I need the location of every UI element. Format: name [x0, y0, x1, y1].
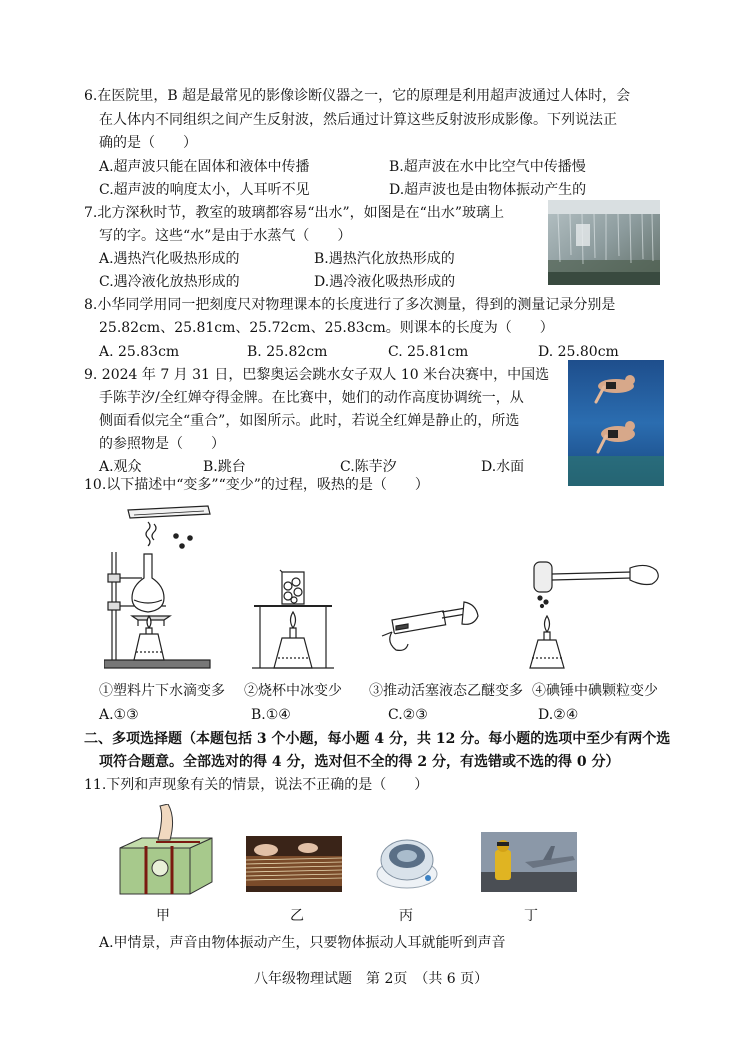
q9-stem-line3: 侧面看似完全“重合”，如图所示。此时，若说全红婵是静止的，所选 — [99, 413, 520, 429]
q8-option-b: B. 25.82cm — [247, 344, 328, 360]
q9-stem-line4: 的参照物是（ ） — [99, 436, 225, 452]
q6-option-b: B.超声波在水中比空气中传播慢 — [389, 159, 586, 175]
q11-figure-jia-rubber-band-box — [116, 804, 214, 896]
q11-label-jia: 甲 — [156, 908, 170, 924]
q10-stem-line1: 10.以下描述中“变多”“变少”的过程，吸热的是（ ） — [84, 477, 429, 493]
section2-heading-line1: 二、多项选择题（本题包括 3 个小题，每小题 4 分，共 12 分。每小题的选项中至少有两个选 — [84, 731, 671, 747]
q10-caption-1: ①塑料片下水滴变多 — [99, 683, 225, 699]
q10-option-d: D.②④ — [538, 707, 579, 723]
q11-label-bing: 丙 — [399, 908, 413, 924]
q8-option-d: D. 25.80cm — [538, 344, 619, 360]
q10-option-b: B.①④ — [251, 707, 291, 723]
q6-option-c: C.超声波的响度太小，人耳听不见 — [99, 182, 310, 198]
q7-option-b: B.遇热汽化放热形成的 — [314, 251, 455, 267]
q7-stem-line2: 写的字。这些“水”是由于水蒸气（ ） — [99, 228, 352, 244]
q9-stem-line2: 手陈芋汐/全红婵夺得金牌。在比赛中，她们的动作高度协调统一，从 — [99, 390, 524, 406]
q10-option-a: A.①③ — [99, 707, 139, 723]
q8-option-c: C. 25.81cm — [388, 344, 469, 360]
q9-option-c: C.陈芋汐 — [340, 459, 397, 475]
q6-stem-line1: 6.在医院里，B 超是最常见的影像诊断仪器之一，它的原理是利用超声波通过人体时，会 — [84, 88, 631, 104]
q6-option-a: A.超声波只能在固体和液体中传播 — [99, 159, 310, 175]
q9-option-d: D.水面 — [481, 459, 525, 475]
q10-figure-1-apparatus — [104, 502, 214, 670]
q7-option-c: C.遇冷液化放热形成的 — [99, 274, 240, 290]
synchronized-divers-photo — [568, 360, 664, 486]
q10-figure-3-syringe — [378, 596, 482, 656]
q10-caption-4: ④碘锤中碘颗粒变少 — [532, 683, 658, 699]
q11-label-yi: 乙 — [290, 908, 304, 924]
q9-option-a: A.观众 — [99, 459, 142, 475]
q6-stem-line3: 确的是（ ） — [99, 135, 197, 151]
window-condensation-photo — [548, 200, 660, 285]
q10-figure-2-apparatus — [252, 568, 334, 670]
q11-figure-bing-ultrasonic-cleaner-photo — [372, 830, 442, 892]
q9-stem-line1: 9. 2024 年 7 月 31 日，巴黎奥运会跳水女子双人 10 米台决赛中，中国选 — [84, 367, 550, 383]
q9-option-b: B.跳台 — [203, 459, 246, 475]
q10-figure-4-apparatus — [522, 556, 672, 670]
q8-option-a: A. 25.83cm — [99, 344, 180, 360]
q11-option-a: A.甲情景，声音由物体振动产生，只要物体振动人耳就能听到声音 — [99, 935, 506, 951]
q11-figure-ding-aircraft-carrier-photo — [481, 832, 577, 892]
q6-stem-line2: 在人体内不同组织之间产生反射波，然后通过计算这些反射波形成影像。下列说法正 — [99, 112, 617, 128]
q10-caption-2: ②烧杯中冰变少 — [244, 683, 342, 699]
q6-option-d: D.超声波也是由物体振动产生的 — [389, 182, 587, 198]
q10-option-c: C.②③ — [388, 707, 428, 723]
q11-label-ding: 丁 — [524, 908, 538, 924]
section2-heading-line2: 项符合题意。全部选对的得 4 分，选对但不全的得 2 分，有选错或不选的得 0 分） — [99, 754, 620, 770]
q8-stem-line1: 8.小华同学用同一把刻度尺对物理课本的长度进行了多次测量，得到的测量记录分别是 — [84, 297, 616, 313]
q8-stem-line2: 25.82cm、25.81cm、25.72cm、25.83cm。则课本的长度为（ ） — [99, 320, 554, 336]
q7-option-a: A.遇热汽化吸热形成的 — [99, 251, 240, 267]
q7-option-d: D.遇冷液化吸热形成的 — [314, 274, 456, 290]
q11-stem-line1: 11.下列和声现象有关的情景，说法不正确的是（ ） — [84, 777, 429, 793]
q7-stem-line1: 7.北方深秋时节，教室的玻璃都容易“出水”，如图是在“出水”玻璃上 — [84, 205, 504, 221]
q10-caption-3: ③推动活塞液态乙醚变多 — [369, 683, 523, 699]
page-footer: 八年级物理试题 第 2页 （共 6 页） — [254, 971, 489, 987]
q11-figure-yi-guzheng-photo — [246, 836, 342, 892]
